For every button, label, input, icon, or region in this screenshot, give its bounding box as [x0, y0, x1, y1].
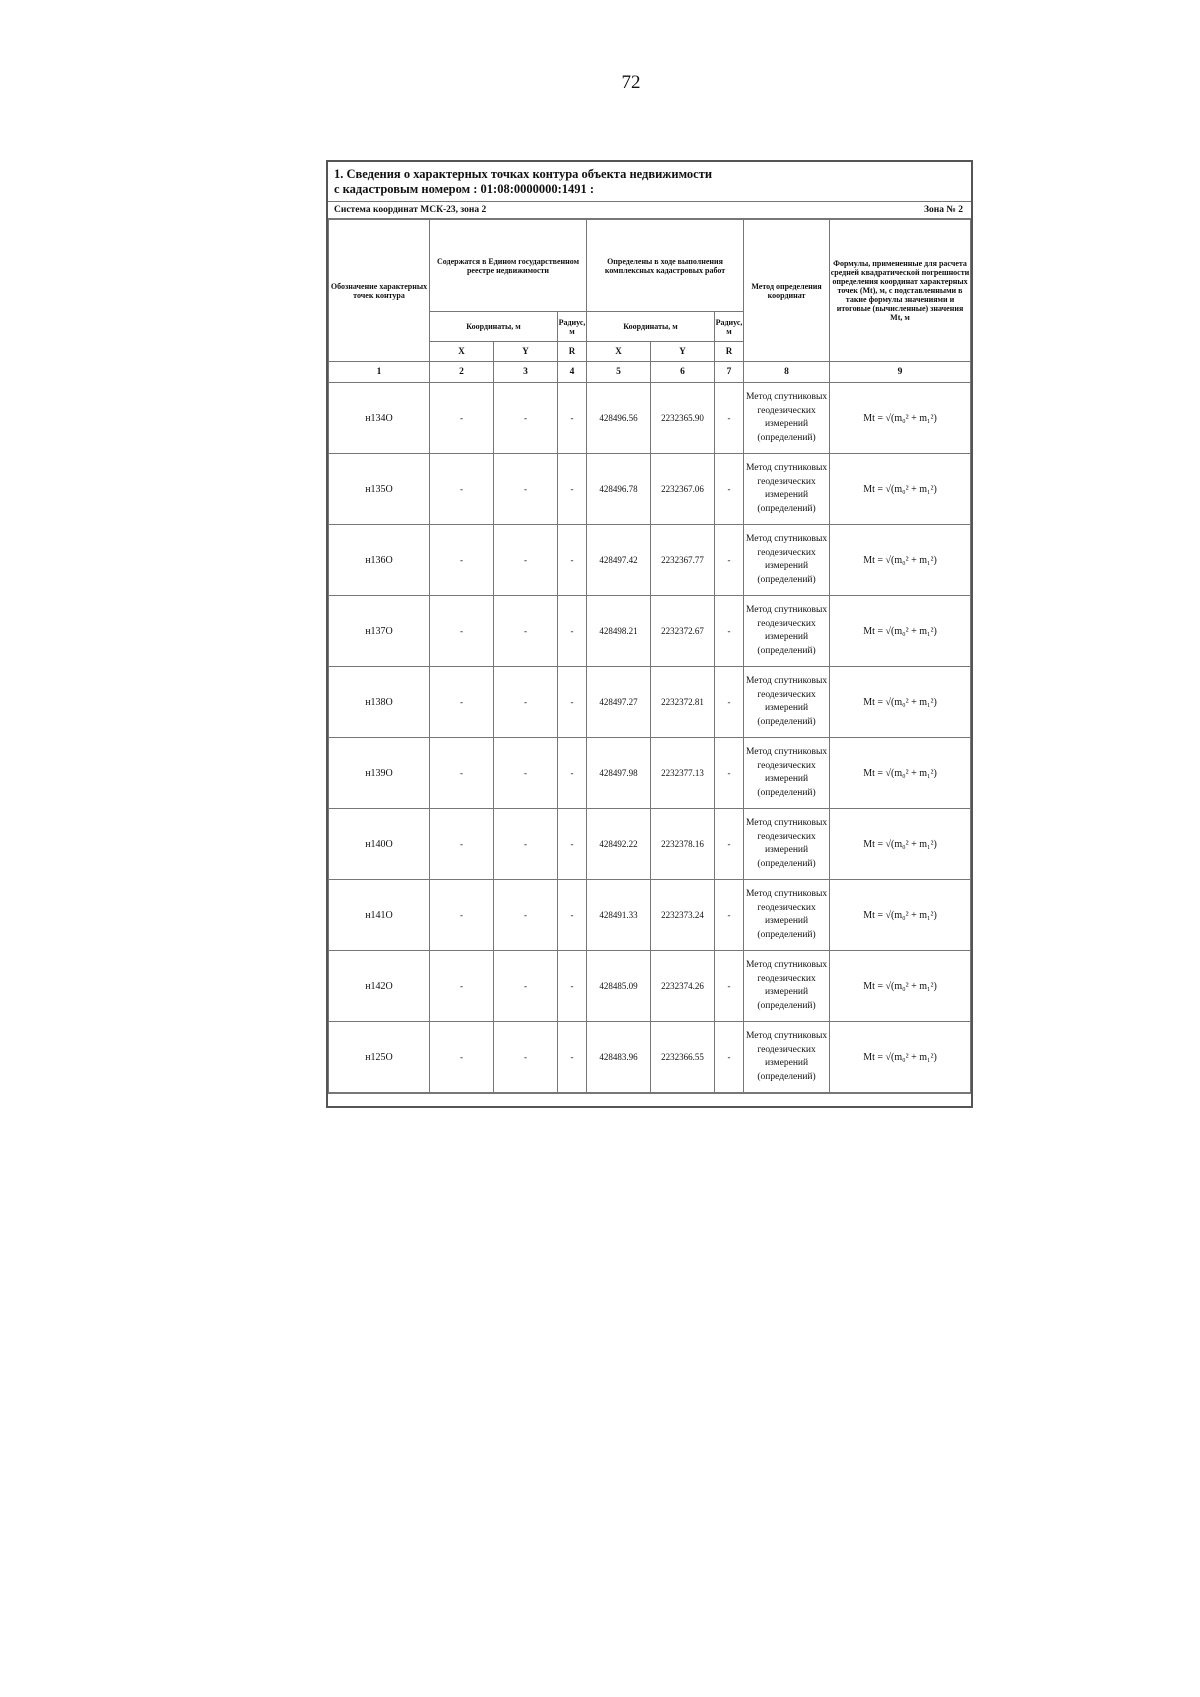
table-row [329, 454, 971, 525]
coord-x: 428483.96 [587, 1022, 651, 1093]
table-row [329, 880, 971, 951]
formula: Mt = √(m₀² + m₁²) [830, 667, 971, 738]
coord-x: 428496.56 [587, 383, 651, 454]
title-line-1: 1. Сведения о характерных точках контура объекта недвижимости [334, 167, 713, 181]
table-row [329, 738, 971, 809]
coord-y: 2232374.26 [651, 951, 715, 1022]
method: Метод спутниковых геодезических измерений (определений) [744, 951, 830, 1022]
egrn-r: - [558, 951, 587, 1022]
coord-x: 428496.78 [587, 454, 651, 525]
egrn-r: - [558, 596, 587, 667]
egrn-y: - [494, 951, 558, 1022]
egrn-y: - [494, 738, 558, 809]
formula: Mt = √(m₀² + m₁²) [830, 951, 971, 1022]
radius: - [715, 951, 744, 1022]
coord-x: 428485.09 [587, 951, 651, 1022]
radius: - [715, 454, 744, 525]
egrn-x: - [430, 880, 494, 951]
formula: Mt = √(m₀² + m₁²) [830, 738, 971, 809]
egrn-x: - [430, 383, 494, 454]
radius: - [715, 525, 744, 596]
egrn-y: - [494, 383, 558, 454]
header-egrn-radius: Радиус, м [558, 312, 587, 342]
egrn-r: - [558, 667, 587, 738]
cadastral-points-document [326, 160, 973, 1108]
formula: Mt = √(m₀² + m₁²) [830, 454, 971, 525]
coordinate-system-row [328, 202, 971, 219]
column-number: 6 [651, 362, 715, 383]
column-number: 5 [587, 362, 651, 383]
radius: - [715, 596, 744, 667]
table-row [329, 383, 971, 454]
formula: Mt = √(m₀² + m₁²) [830, 383, 971, 454]
egrn-r: - [558, 454, 587, 525]
point-id: н135О [329, 454, 430, 525]
method: Метод спутниковых геодезических измерений (определений) [744, 596, 830, 667]
table-row [329, 667, 971, 738]
point-id: н142О [329, 951, 430, 1022]
column-number-row [329, 362, 971, 383]
table-row [329, 525, 971, 596]
header-complex-radius: Радиус, м [715, 312, 744, 342]
table-row [329, 809, 971, 880]
column-number: 9 [830, 362, 971, 383]
egrn-r: - [558, 738, 587, 809]
document-title [328, 162, 971, 202]
egrn-x: - [430, 667, 494, 738]
point-id: н136О [329, 525, 430, 596]
egrn-x: - [430, 1022, 494, 1093]
header-complex-y: Y [651, 342, 715, 362]
method: Метод спутниковых геодезических измерений (определений) [744, 667, 830, 738]
coord-y: 2232372.81 [651, 667, 715, 738]
title-line-2: с кадастровым номером : 01:08:0000000:1491 : [334, 182, 595, 196]
formula: Mt = √(m₀² + m₁²) [830, 1022, 971, 1093]
egrn-x: - [430, 738, 494, 809]
header-egrn-y: Y [494, 342, 558, 362]
page-number: 72 [621, 72, 641, 93]
coord-y: 2232366.55 [651, 1022, 715, 1093]
point-id: н140О [329, 809, 430, 880]
egrn-y: - [494, 525, 558, 596]
egrn-x: - [430, 454, 494, 525]
point-id: н125О [329, 1022, 430, 1093]
formula: Mt = √(m₀² + m₁²) [830, 809, 971, 880]
column-number: 3 [494, 362, 558, 383]
header-egrn-group: Содержатся в Едином государственном реестре недвижимости [430, 220, 587, 312]
column-number: 8 [744, 362, 830, 383]
egrn-y: - [494, 667, 558, 738]
egrn-x: - [430, 596, 494, 667]
radius: - [715, 383, 744, 454]
egrn-x: - [430, 525, 494, 596]
table-row [329, 951, 971, 1022]
egrn-y: - [494, 596, 558, 667]
header-complex-coords: Координаты, м [587, 312, 715, 342]
formula: Mt = √(m₀² + m₁²) [830, 596, 971, 667]
radius: - [715, 1022, 744, 1093]
radius: - [715, 809, 744, 880]
egrn-r: - [558, 880, 587, 951]
point-id: н138О [329, 667, 430, 738]
method: Метод спутниковых геодезических измерений (определений) [744, 383, 830, 454]
formula: Mt = √(m₀² + m₁²) [830, 525, 971, 596]
egrn-y: - [494, 454, 558, 525]
egrn-x: - [430, 951, 494, 1022]
header-point-designation: Обозначение характерных точек контура [329, 220, 430, 362]
coord-y: 2232373.24 [651, 880, 715, 951]
table-row [329, 1022, 971, 1093]
method: Метод спутниковых геодезических измерений (определений) [744, 809, 830, 880]
coord-y: 2232372.67 [651, 596, 715, 667]
egrn-r: - [558, 525, 587, 596]
method: Метод спутниковых геодезических измерений (определений) [744, 1022, 830, 1093]
method: Метод спутниковых геодезических измерений (определений) [744, 738, 830, 809]
column-number: 7 [715, 362, 744, 383]
egrn-x: - [430, 809, 494, 880]
point-id: н139О [329, 738, 430, 809]
radius: - [715, 880, 744, 951]
egrn-y: - [494, 809, 558, 880]
header-complex-r: R [715, 342, 744, 362]
column-number: 4 [558, 362, 587, 383]
radius: - [715, 667, 744, 738]
egrn-r: - [558, 383, 587, 454]
header-complex-x: X [587, 342, 651, 362]
coord-x: 428492.22 [587, 809, 651, 880]
coord-x: 428491.33 [587, 880, 651, 951]
point-id: н141О [329, 880, 430, 951]
point-id: н134О [329, 383, 430, 454]
coord-y: 2232377.13 [651, 738, 715, 809]
header-egrn-x: X [430, 342, 494, 362]
table-footer-strip [328, 1093, 971, 1106]
coord-y: 2232367.06 [651, 454, 715, 525]
egrn-y: - [494, 1022, 558, 1093]
coord-y: 2232365.90 [651, 383, 715, 454]
coord-x: 428497.27 [587, 667, 651, 738]
egrn-r: - [558, 809, 587, 880]
header-method: Метод определения координат [744, 220, 830, 362]
zone-label: Зона № 2 [923, 205, 963, 215]
points-table [328, 219, 971, 1093]
radius: - [715, 738, 744, 809]
method: Метод спутниковых геодезических измерений (определений) [744, 454, 830, 525]
coord-x: 428497.98 [587, 738, 651, 809]
formula: Mt = √(m₀² + m₁²) [830, 880, 971, 951]
coord-y: 2232367.77 [651, 525, 715, 596]
header-complex-works-group: Определены в ходе выполнения комплексных кадастровых работ [587, 220, 744, 312]
coord-x: 428498.21 [587, 596, 651, 667]
table-row [329, 596, 971, 667]
egrn-r: - [558, 1022, 587, 1093]
column-number: 2 [430, 362, 494, 383]
header-egrn-coords: Координаты, м [430, 312, 558, 342]
coord-y: 2232378.16 [651, 809, 715, 880]
egrn-y: - [494, 880, 558, 951]
coord-x: 428497.42 [587, 525, 651, 596]
coordinate-system-label: Система координат МСК-23, зона 2 [334, 205, 487, 215]
method: Метод спутниковых геодезических измерений (определений) [744, 525, 830, 596]
header-egrn-r: R [558, 342, 587, 362]
point-id: н137О [329, 596, 430, 667]
column-number: 1 [329, 362, 430, 383]
header-formula: Формулы, примененные для расчета средней квадратической погрешности определения координат характерных точек (Mt), м, с подставленными в такие формулы значениями и итоговые (вычисленные) значения Mt, м [830, 220, 971, 362]
method: Метод спутниковых геодезических измерений (определений) [744, 880, 830, 951]
